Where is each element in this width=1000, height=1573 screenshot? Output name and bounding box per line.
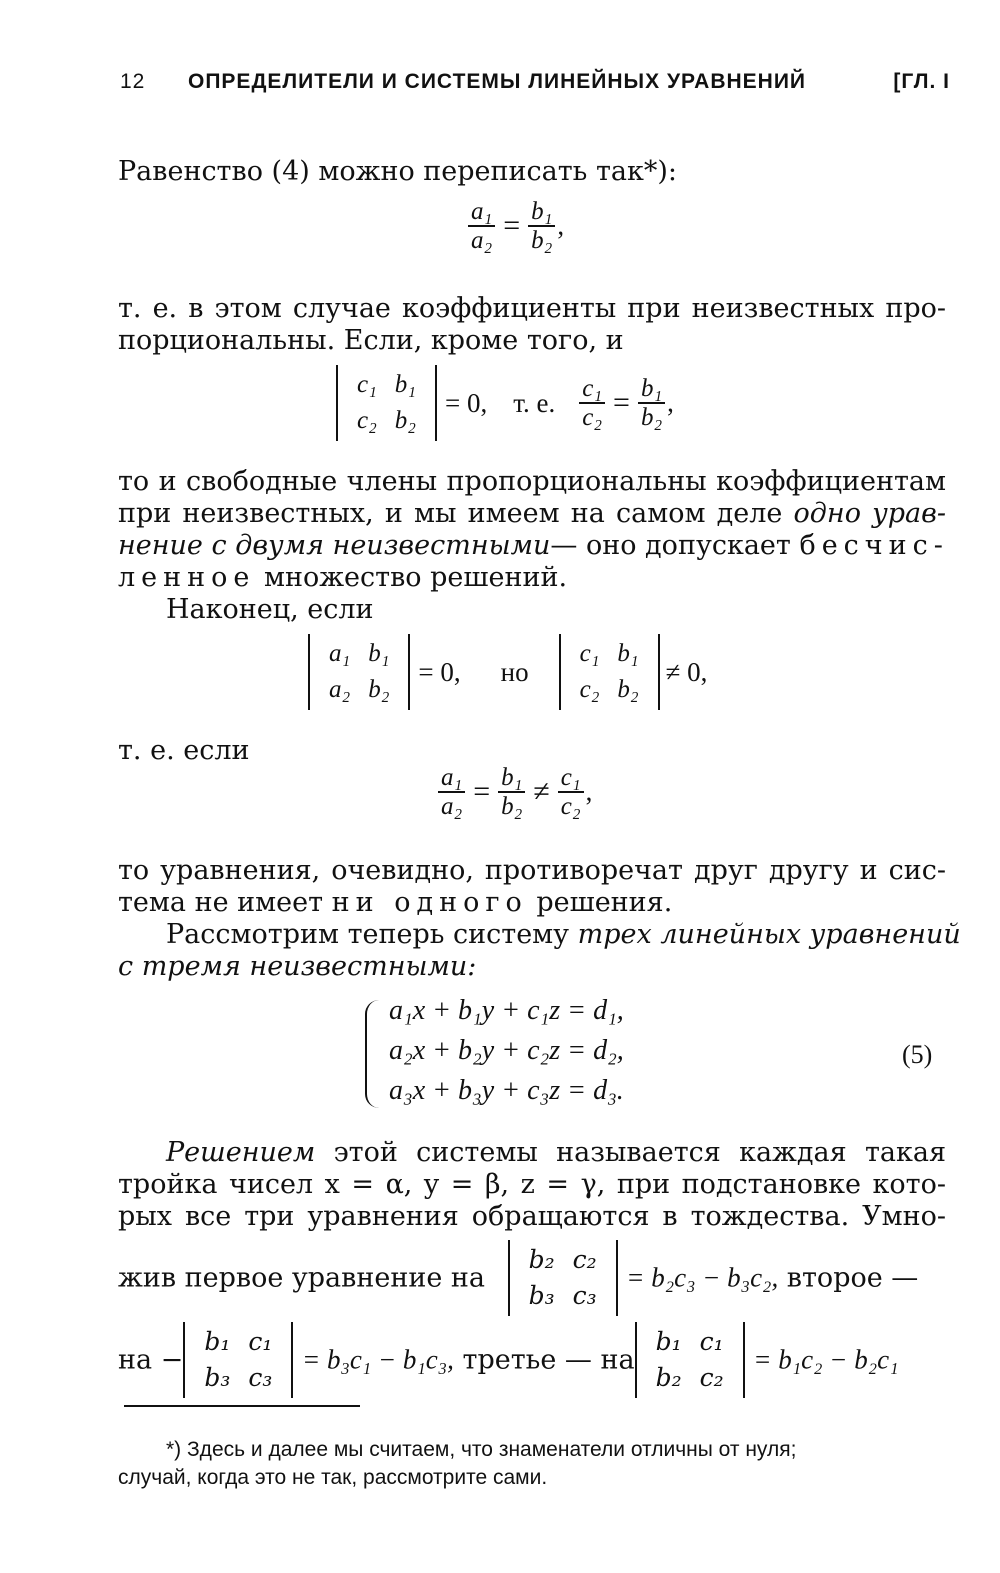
paragraph-line: на − b₁ c₁ b₃ c₃ = b₃c₁ − b₁c₃, третье — на b₁ c₁ b₂ c₂ = b₁c₂ − b₂c₁ xyxy=(118,1322,946,1398)
paragraph-line: рых все три уравнения обращаются в тождества. Умно- xyxy=(118,1201,946,1232)
fraction: $\frac{\text{b₁}}{\text{b₂}}$ xyxy=(638,375,665,431)
fraction: $\frac{\text{c₁}}{\text{c₂}}$ xyxy=(579,375,605,431)
formula-det-c: c₁ b₁ c₂ b₂ = 0, т. е. $\frac{\text{c₁}}{\text{c₂}}$ = $\frac{\text{b₁}}{\text{b₂}}$ , xyxy=(336,365,674,441)
determinant: c₁ b₁ c₂ b₂ xyxy=(559,634,660,710)
footnote-rule xyxy=(124,1405,360,1407)
paragraph-line: ленное множество решений. xyxy=(118,562,568,593)
paragraph-line: Равенство (4) можно переписать так*): xyxy=(118,156,677,187)
paragraph-line: при неизвестных, и мы имеем на самом деле одно урав- xyxy=(118,498,946,529)
determinant: a₁ b₁ a₂ b₂ xyxy=(308,634,410,710)
chapter-label: [ГЛ. I xyxy=(893,70,950,93)
fraction: $\frac{\text{a₁}}{\text{a₂}}$ xyxy=(438,764,465,820)
left-brace xyxy=(365,1000,381,1108)
paragraph-line: тройка чисел x = α, y = β, z = γ, при подстановке кото- xyxy=(118,1169,946,1200)
paragraph-line: т. е. если xyxy=(118,735,250,766)
paragraph-line: жив первое уравнение на b₂ c₂ b₃ c₃ = b₂c₃ − b₃c₂, второе — xyxy=(118,1240,946,1316)
determinant: c₁ b₁ c₂ b₂ xyxy=(336,365,437,441)
fraction: $\frac{\text{b₁}}{\text{b₂}}$ xyxy=(528,198,555,254)
running-title: ОПРЕДЕЛИТЕЛИ И СИСТЕМЫ ЛИНЕЙНЫХ УРАВНЕНИЙ xyxy=(188,70,807,93)
determinant: b₂ c₂ b₃ c₃ xyxy=(508,1240,618,1316)
system-equation-1: a₁x + b₁y + c₁z = d₁, xyxy=(389,995,624,1026)
equation-number: (5) xyxy=(902,1040,933,1069)
paragraph-line: с тремя неизвестными: xyxy=(118,951,477,982)
fraction: $\frac{\text{a₁}}{\text{a₂}}$ xyxy=(468,198,495,254)
system-equation-2: a₂x + b₂y + c₂z = d₂, xyxy=(389,1035,624,1066)
paragraph-line: тема не имеет ни одного решения. xyxy=(118,887,673,918)
formula-chain: $\frac{\text{a₁}}{\text{a₂}}$ = $\frac{\text{b₁}}{\text{b₂}}$ ≠ $\frac{\text{c₁}}{\text{c₂}}$ , xyxy=(436,764,592,820)
paragraph-line: то и свободные члены пропорциональны коэффициентам xyxy=(118,466,946,497)
page-number: 12 xyxy=(120,70,146,93)
paragraph-line: то уравнения, очевидно, противоречат друг другу и сис- xyxy=(118,855,946,886)
paragraph-line: порциональны. Если, кроме того, и xyxy=(118,325,624,356)
formula-det-ab: a₁ b₁ a₂ b₂ = 0, но c₁ b₁ c₂ b₂ ≠ 0, xyxy=(308,634,707,710)
determinant: b₁ c₁ b₂ c₂ xyxy=(635,1322,745,1398)
determinant: b₁ c₁ b₃ c₃ xyxy=(183,1322,293,1398)
paragraph-line: т. е. в этом случае коэффициенты при неизвестных про- xyxy=(118,293,946,324)
paragraph-line: Решением этой системы называется каждая такая xyxy=(166,1137,946,1168)
paragraph-line: нение с двумя неизвестными— оно допускает бесчис- xyxy=(118,530,949,561)
paragraph-line: Наконец, если xyxy=(166,594,374,625)
fraction: $\frac{\text{b₁}}{\text{b₂}}$ xyxy=(498,764,525,820)
footnote-line: случай, когда это не так, рассмотрите сами. xyxy=(118,1466,548,1489)
system-equation-3: a₃x + b₃y + c₃z = d₃. xyxy=(389,1075,624,1106)
fraction: $\frac{\text{c₁}}{\text{c₂}}$ xyxy=(558,764,584,820)
paragraph-line: Рассмотрим теперь систему трех линейных уравнений xyxy=(166,919,961,950)
footnote-line: *) Здесь и далее мы считаем, что знаменатели отличны от нуля; xyxy=(166,1438,797,1461)
formula-ratio-ab: $\frac{\text{a₁}}{\text{a₂}}$ = $\frac{\text{b₁}}{\text{b₂}}$ , xyxy=(466,198,564,254)
